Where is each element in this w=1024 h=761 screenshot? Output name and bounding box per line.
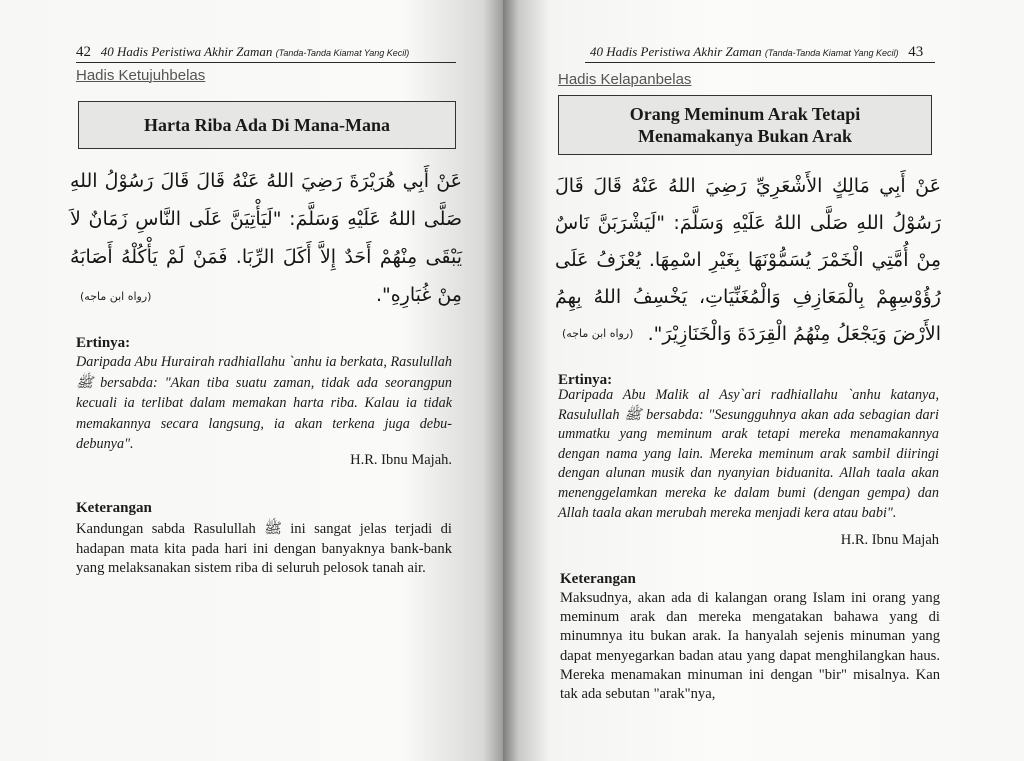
hadis-label xyxy=(76,67,205,84)
keterangan-text: Maksudnya, akan ada di kalangan orang Islam ini orang yang meminum arak dan mereka mengatakan bahawa yang di minumnya itu bukan arak. Ia hanyalah sejenis minuman yang dapat menyegarkan badan atau yang dapat menghilangkan haus. Mereka menamakan minuman ini dengan "bir" misalnya. Kan tak ada sebutan "arak"nya, xyxy=(560,590,940,703)
hadis-label-text: Hadis Ketujuhbelas xyxy=(76,67,206,84)
hadith-source: H.R. Ibnu Majah. xyxy=(350,452,452,468)
right-running-header xyxy=(590,44,923,61)
keterangan-heading: Keterangan xyxy=(76,500,152,516)
running-title: 40 Hadis Peristiwa Akhir Zaman xyxy=(590,44,762,59)
chapter-title-line-1: Orang Meminum Arak Tetapi xyxy=(629,104,861,124)
arabic-hadith-text: عَنْ أَبِي مَالِكٍ الأَشْعَرِيِّ رَضِيَ اللهُ عَنْهُ قَالَ قَالَ رَسُوْلُ اللهِ صَلَّى اللهُ عَلَيْهِ وَسَلَّمَ: "لَيَشْرَبَنَّ نَاسٌ مِنْ أُمَّتِي الْخَمْرَ يُسَمُّوْنَهَا بِغَيْرِ اسْمِهَا. يُعْزَفُ عَلَى رُؤُوْسِهِمْ بِالْمَعَازِفِ وَالْمُغَنِّيَاتِ، يَخْسِفُ اللهُ بِهِمُ الأَرْضَ وَيَجْعَلُ مِنْهُمُ الْقِرَدَةَ وَالْخَنَازِيْرَ". xyxy=(555,175,941,345)
keterangan-heading: Keterangan xyxy=(560,571,636,587)
page-number: 42 xyxy=(76,44,91,60)
left-running-header xyxy=(76,44,409,61)
chapter-title-line-2: Menamakanya Bukan Arak xyxy=(637,126,853,146)
keterangan-text: Kandungan sabda Rasulullah ﷺ ini sangat jelas terjadi di hadapan mata kita pada hari ini dengan banyaknya bank-bank yang melaksanakan sistem riba di seluruh pelosok tanah air. xyxy=(76,521,452,576)
ertinya-heading: Ertinya: xyxy=(76,335,131,351)
left-page xyxy=(0,0,503,761)
running-subtitle: (Tanda-Tanda Kiamat Yang Kecil) xyxy=(275,48,410,58)
hadith-source: H.R. Ibnu Majah xyxy=(840,532,939,548)
page-number: 43 xyxy=(908,44,924,60)
ertinya-heading: Ertinya: xyxy=(558,372,613,388)
arabic-hadith-text: عَنْ أَبِي هُرَيْرَةَ رَضِيَ اللهُ عَنْهُ قَالَ قَالَ رَسُوْلُ اللهِ صَلَّى اللهُ عَلَيْهِ وَسَلَّمَ: "لَيَأْتِيَنَّ عَلَى النَّاسِ زَمَانٌ لاَ يَبْقَى مِنْهُمْ أَحَدٌ إِلاَّ أَكَلَ الرِّبَا. فَمَنْ لَمْ يَأْكُلْهُ أَصَابَهُ مِنْ غُبَارِهِ". xyxy=(70,170,462,306)
header-rule xyxy=(585,62,935,63)
ertinya-text: Daripada Abu Malik al Asy`ari radhiallahu `anhu katanya, Rasulullah ﷺ bersabda: "Sesungguhnya akan ada sebagian dari ummatku yang meminum arak tetapi mereka menamakannya dengan nama yang lain. Mereka meminum arak sambil diiringi dengan alunan musik dan nyanyian biduanita. Allah taala akan menenggelamkan mereka ke dalam bumi (dengan gempa) dan Allah taala akan merubah mereka menjadi kera atau babi". xyxy=(558,387,939,521)
hadis-label-text: Hadis Kelapanbelas xyxy=(558,71,692,88)
narration-source: (رواه ابن ماجه) xyxy=(562,327,634,340)
chapter-title: Harta Riba Ada Di Mana-Mana xyxy=(143,115,390,135)
narration-source: (رواه ابن ماجه) xyxy=(80,290,152,303)
header-rule xyxy=(76,62,456,63)
running-subtitle: (Tanda-Tanda Kiamat Yang Kecil) xyxy=(764,48,899,58)
running-title: 40 Hadis Peristiwa Akhir Zaman xyxy=(100,44,273,59)
right-page xyxy=(503,0,1024,761)
ertinya-text: Daripada Abu Hurairah radhiallahu `anhu ia berkata, Rasulullah ﷺ bersabda: "Akan tiba suatu zaman, tidak ada seorangpun kecuali ia terlibat dalam memakan harta riba. Kalau ia tidak memakannya secara langsung, ia akan terkena juga debu-debunya". xyxy=(76,354,452,452)
chapter-title-box xyxy=(78,101,456,149)
hadis-label xyxy=(558,71,691,88)
chapter-title-box xyxy=(558,95,932,155)
